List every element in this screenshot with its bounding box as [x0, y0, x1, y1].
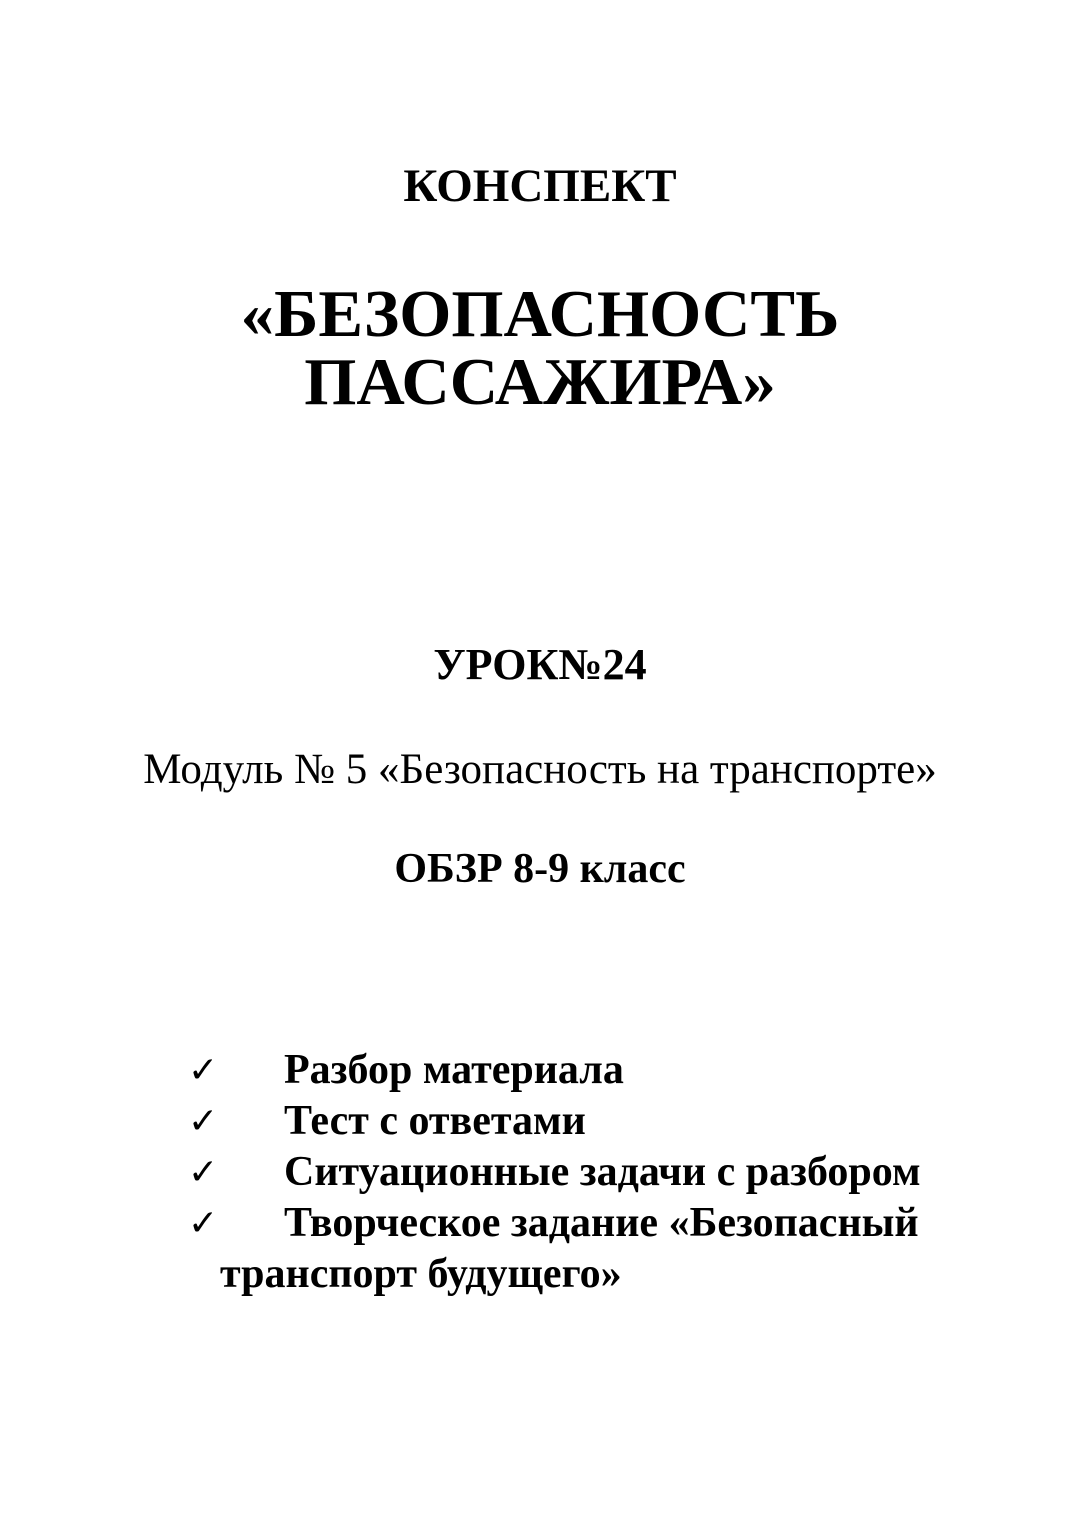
checkmark-icon: ✓ — [188, 1203, 219, 1244]
title-line-1: «БЕЗОПАСНОСТЬ — [240, 277, 840, 351]
checkmark-icon: ✓ — [188, 1152, 219, 1193]
checkmark-icon: ✓ — [188, 1050, 219, 1091]
checklist-item — [0, 1198, 1080, 1297]
checklist-item-text: Тест с ответами — [284, 1098, 586, 1144]
course-grade: ОБЗР 8-9 класс — [394, 846, 686, 892]
document-title — [0, 277, 1080, 419]
checklist-item — [0, 1045, 1080, 1096]
document-label: КОНСПЕКТ — [403, 160, 677, 212]
lesson-number: УРОК№24 — [433, 640, 647, 689]
checklist-item — [0, 1147, 1080, 1198]
content-checklist — [0, 1045, 1080, 1297]
checklist-item-text: Ситуационные задачи с разбором — [284, 1149, 921, 1195]
title-line-2: ПАССАЖИРА» — [304, 345, 776, 419]
checklist-item-text: Творческое задание «Безопасный — [284, 1200, 919, 1246]
checklist-item-text: Разбор материала — [284, 1047, 624, 1093]
checklist-item-continuation: транспорт будущего» — [220, 1251, 622, 1297]
checklist-item — [0, 1096, 1080, 1147]
module-title: Модуль № 5 «Безопасность на транспорте» — [143, 746, 937, 793]
checkmark-icon: ✓ — [188, 1101, 219, 1142]
